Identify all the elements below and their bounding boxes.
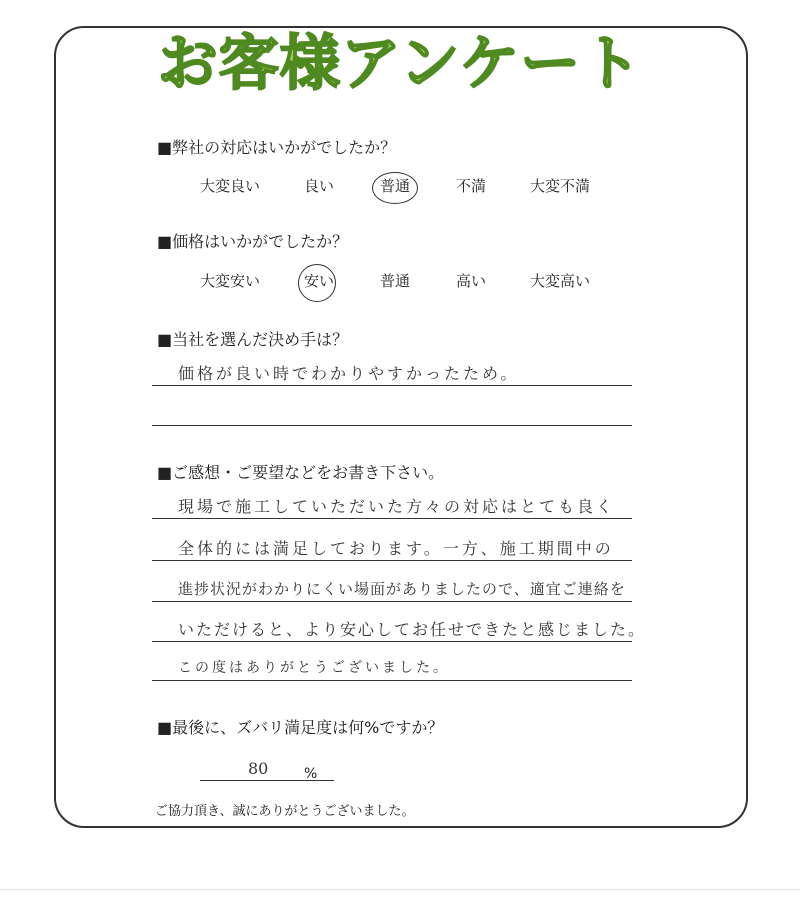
- q2-option[interactable]: 普通: [380, 272, 411, 290]
- q2-option[interactable]: 高い: [456, 272, 487, 290]
- q4-answer-line: いただけると、より安心してお任せできたと感じました。: [178, 620, 647, 639]
- q4-answer-line: 全体的には満足しております。一方、施工期間中の: [178, 539, 614, 558]
- q3-answer: 価格が良い時でわかりやすかったため。: [178, 364, 520, 383]
- q5-label: ■最後に、ズバリ満足度は何%ですか？: [157, 718, 444, 737]
- q2-option[interactable]: 大変高い: [530, 272, 591, 290]
- q2-option-selected[interactable]: 安い: [304, 272, 335, 290]
- q4-answer-line: 現場で施工していただいた方々の対応はとても良く: [178, 497, 616, 516]
- answer-line: [152, 680, 632, 681]
- closing-message: ご協力頂き、誠にありがとうございました。: [155, 804, 415, 819]
- q1-selection-circle: [372, 172, 418, 204]
- answer-line: [152, 425, 632, 426]
- q4-answer-line: 進捗状況がわかりにくい場面がありましたので、適宜ご連絡を: [178, 580, 626, 598]
- q2-option[interactable]: 大変安い: [200, 272, 261, 290]
- q3-label: ■当社を選んだ決め手は？: [157, 330, 349, 349]
- answer-line: [152, 641, 632, 642]
- satisfaction-unit: %: [304, 766, 318, 782]
- satisfaction-value: 80: [248, 759, 269, 778]
- q1-label: ■弊社の対応はいかがでしたか？: [157, 138, 397, 157]
- satisfaction-line: [200, 780, 334, 781]
- page-bottom-divider: [0, 889, 800, 890]
- q1-option[interactable]: 不満: [456, 177, 487, 195]
- answer-line: [152, 560, 632, 561]
- q1-option[interactable]: 大変良い: [200, 177, 261, 195]
- answer-line: [152, 601, 632, 602]
- q2-label: ■価格はいかがでしたか？: [157, 232, 349, 251]
- q1-option-selected[interactable]: 普通: [380, 177, 411, 195]
- answer-line: [152, 385, 632, 386]
- q1-option[interactable]: 良い: [304, 177, 335, 195]
- q1-option[interactable]: 大変不満: [530, 177, 591, 195]
- q4-answer-line: この度はありがとうございました。: [178, 660, 450, 676]
- q2-selection-circle: [298, 264, 336, 302]
- q4-label: ■ご感想・ご要望などをお書き下さい。: [157, 463, 445, 482]
- survey-title: お客様アンケート: [157, 29, 643, 99]
- answer-line: [152, 518, 632, 519]
